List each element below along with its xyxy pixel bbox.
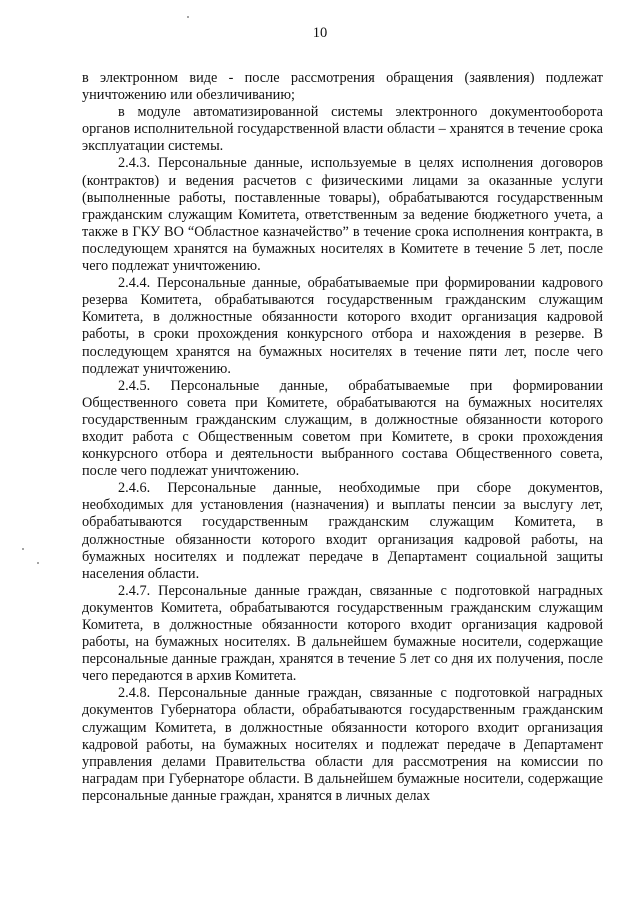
document-body	[82, 70, 603, 805]
paragraph: в электронном виде - после рассмотрения обращения (заявления) подлежат уничтожению или обезличиванию;	[82, 70, 603, 104]
paragraph: 2.4.3. Персональные данные, используемые в целях исполнения договоров (контрактов) и ведения расчетов с физическими лицами за оказанные услуги (выполненные работы, поставленные товары), обрабатываются государственным гражданским служащим Комитета, ответственным за ведение бюджетного учета, а также в ГКУ ВО “Областное казначейство” в течение срока исполнения контракта, в последующем хранятся на бумажных носителях в Комитете в течение 5 лет, после чего подлежат уничтожению.	[82, 155, 603, 275]
paragraph: 2.4.7. Персональные данные граждан, связанные с подготовкой наградных документов Комитета, обрабатываются государственным гражданским служащим Комитета, в должностные обязанности которого входит организация кадровой работы, на бумажных носителях. В дальнейшем бумажные носители, содержащие персональные данные граждан, хранятся в течение 5 лет со дня их получения, после чего передаются в архив Комитета.	[82, 582, 603, 685]
paragraph: 2.4.6. Персональные данные, необходимые при сборе документов, необходимых для установления (назначения) и выплаты пенсии за выслугу лет, обрабатываются государственным гражданским служащим Комитета, в должностные обязанности которого входит организация кадровой работы, на бумажных носителях и подлежат передаче в Департамент социальной защиты населения области.	[82, 480, 603, 582]
paragraph: в модуле автоматизированной системы электронного документооборота органов исполнительной государственной власти области – хранятся в течение срока эксплуатации системы.	[82, 104, 603, 155]
paragraph: 2.4.8. Персональные данные граждан, связанные с подготовкой наградных документов Губернатора области, обрабатываются государственным гражданским служащим Комитета, в должностные обязанности которого входит организация кадровой работы, на бумажных носителях и подлежат передаче в Департамент управления делами Правительства области для рассмотрения на комиссии по наградам при Губернаторе области. В дальнейшем бумажные носители, содержащие персональные данные граждан, хранятся в личных делах	[82, 685, 603, 804]
paragraph: 2.4.4. Персональные данные, обрабатываемые при формировании кадрового резерва Комитета, обрабатываются государственным гражданским служащим Комитета, в должностные обязанности которого входит организация кадровой работы, в сроки прохождения конкурсного отбора и нахождения в резерве. В последующем хранятся на бумажных носителях в течение пяти лет, после чего подлежат уничтожению.	[82, 275, 603, 377]
scan-dot	[187, 16, 189, 18]
page-number: 10	[312, 25, 328, 41]
paragraph: 2.4.5. Персональные данные, обрабатываемые при формировании Общественного совета при Комитете, обрабатываются на бумажных носителях государственным гражданским служащим, в должностные обязанности которого входит работа с Общественным советом при Комитете, в сроки прохождения конкурсного отбора и деятельности выбранного состава Общественного совета, после чего подлежат уничтожению.	[82, 377, 603, 480]
scan-dot	[37, 562, 39, 564]
scan-dot	[22, 548, 24, 550]
